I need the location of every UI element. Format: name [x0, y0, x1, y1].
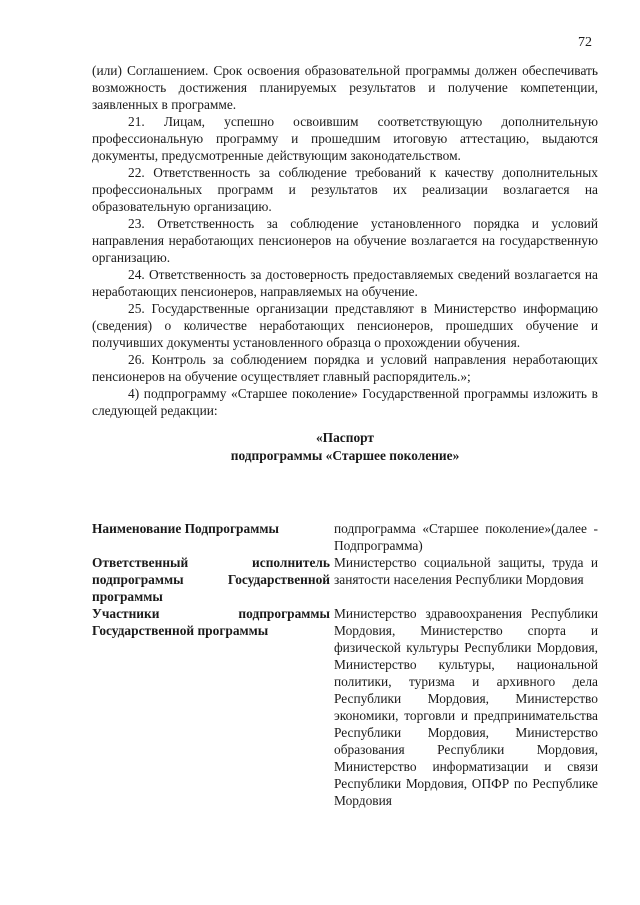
paragraph-22: 22. Ответственность за соблюдение требований к качеству дополнительных профессиональных программ и результатов их реализации возлагается на образовательную организацию.: [92, 165, 598, 214]
paragraph-continuation: (или) Соглашением. Срок освоения образовательной программы должен обеспечивать возможность достижения планируемых результатов и получение компетенции, заявленных в программе.: [92, 63, 598, 112]
paragraph-item-4: 4) подпрограмму «Старшее поколение» Государственной программы изложить в следующей редакции:: [92, 386, 598, 418]
document-body: [92, 62, 598, 465]
passport-row-executor: [92, 554, 598, 605]
paragraph-24: 24. Ответственность за достоверность предоставляемых сведений возлагается на неработающих пенсионеров, направляемых на обучение.: [92, 267, 598, 299]
paragraph-21: 21. Лицам, успешно освоившим соответствующую дополнительную профессиональную программу и прошедшим итоговую аттестацию, выдаются документы, предусмотренные действующим законодательством.: [92, 114, 598, 163]
passport-row-label: Ответственный исполнитель подпрограммы Государственной программы: [92, 555, 330, 604]
passport-row-participants: [92, 605, 598, 809]
passport-row-name: [92, 520, 598, 554]
paragraph-26: 26. Контроль за соблюдением порядка и условий направления неработающих пенсионеров на обучение осуществляет главный распорядитель.»;: [92, 352, 598, 384]
passport-row-value: Министерство здравоохранения Республики Мордовия, Министерство спорта и физической культуры Республики Мордовия, Министерство культуры, национальной политики, туризма и архивного дела Республики Мордовия, Министерство экономики, торговли и предпринимательства Республики Мордовия, Министерство образования Республики Мордовия, Министерство информатизации и связи Республики Мордовия, ОПФР по Республике Мордовия: [334, 606, 598, 808]
passport-row-value: Министерство социальной защиты, труда и занятости населения Республики Мордовия: [334, 555, 598, 587]
passport-heading: [92, 429, 598, 465]
passport-row-label: Наименование Подпрограммы: [92, 521, 279, 536]
passport-heading-line1: «Паспорт: [315, 430, 374, 445]
passport-row-value: подпрограмма «Старшее поколение»(далее - Подпрограмма): [334, 521, 598, 553]
passport-row-label: Участники подпрограммы Государственной программы: [92, 606, 330, 638]
paragraph-25: 25. Государственные организации представляют в Министерство информацию (сведения) о количестве неработающих пенсионеров, прошедших обучение и получивших документы установленного образца о прохождении обучения.: [92, 301, 598, 350]
passport-table: [92, 520, 598, 809]
paragraph-23: 23. Ответственность за соблюдение установленного порядка и условий направления неработающих пенсионеров на обучение возлагается на государственную организацию.: [92, 216, 598, 265]
passport-heading-line2: подпрограммы «Старшее поколение»: [230, 448, 460, 463]
page-number: 72: [578, 35, 592, 50]
